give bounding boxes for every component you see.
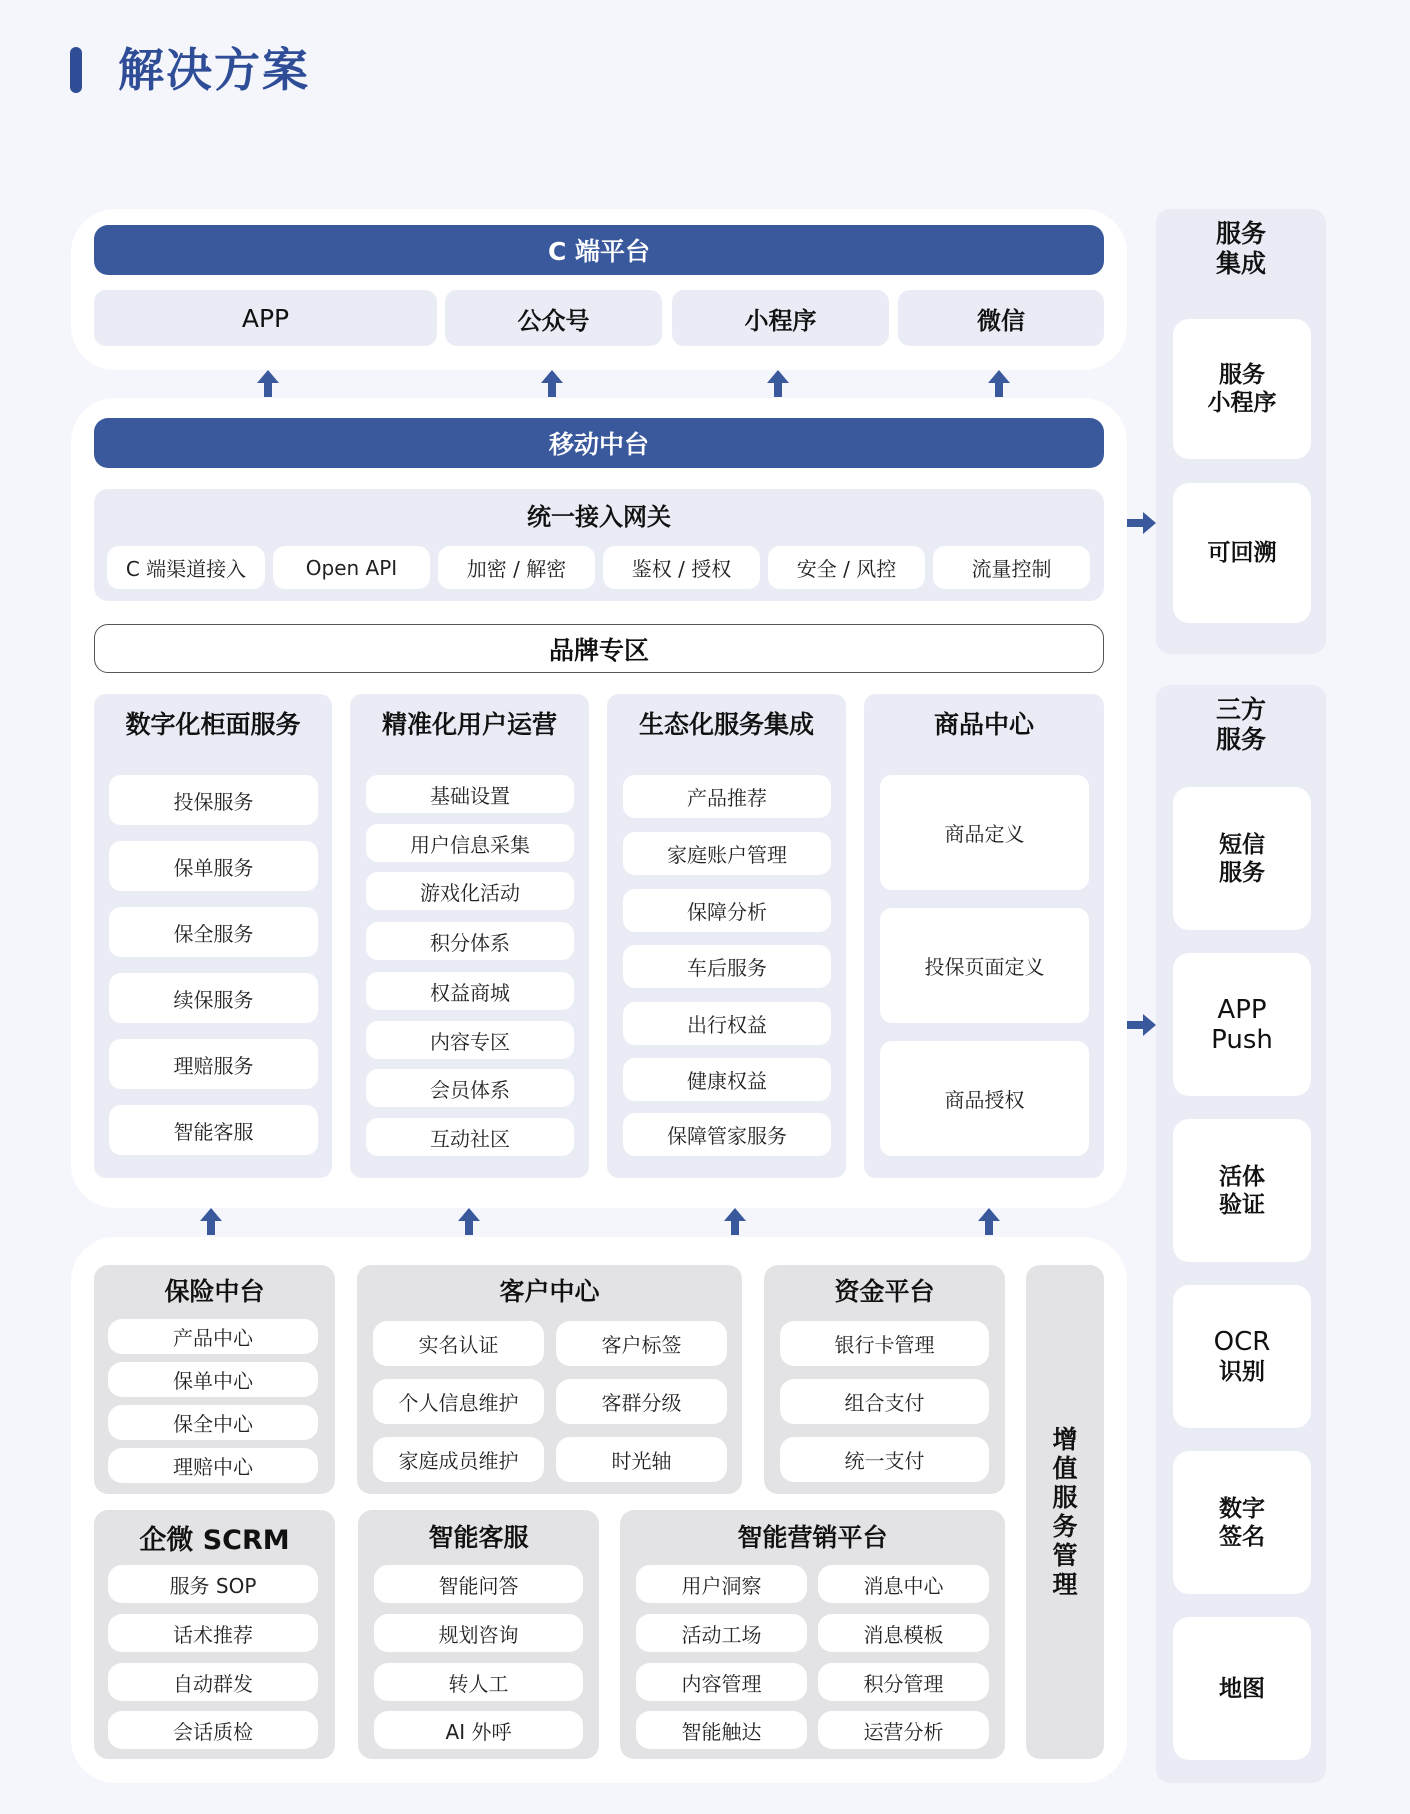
service-integration-title: 服务 集成 [1215,219,1266,278]
column-item: 互动社区 [366,1118,574,1156]
marketing-item: 智能触达 [636,1711,807,1749]
third-party-card-ocr: OCR 识别 [1173,1285,1311,1428]
column-item: 商品定义 [880,775,1089,890]
column-item: 投保服务 [109,775,318,825]
scrm-title: 企微 SCRM [139,1525,290,1556]
customer-item: 实名认证 [373,1321,544,1366]
column-item: 产品推荐 [623,775,831,818]
column-item: 游戏化活动 [366,872,574,910]
column-item: 健康权益 [623,1058,831,1101]
column-item: 保障分析 [623,889,831,932]
scrm-item: 会话质检 [108,1711,318,1749]
gateway-item: C 端渠道接入 [107,546,265,589]
marketing-platform-title: 智能营销平台 [737,1523,888,1552]
arrow-up-icon [256,370,280,398]
arrow-up-icon [977,1208,1001,1236]
arrow-up-icon [723,1208,747,1236]
gateway-item: Open API [273,546,430,589]
channel-official-account: 公众号 [445,290,662,346]
column-item: 会员体系 [366,1069,574,1107]
value-added-services-title: 增 值 服 务 管 理 [1052,1425,1078,1599]
service-card-traceable: 可回溯 [1173,483,1311,623]
customer-center-title: 客户中心 [499,1277,600,1306]
funds-platform-title: 资金平台 [834,1277,935,1306]
column-item: 商品授权 [880,1041,1089,1156]
column-title: 生态化服务集成 [638,710,814,739]
smart-service-item: 规划咨询 [374,1614,583,1652]
arrow-right-icon [1127,512,1157,534]
column-item: 保障管家服务 [623,1113,831,1156]
channel-wechat: 微信 [898,290,1104,346]
column-item: 投保页面定义 [880,908,1089,1023]
smart-service-item: 智能问答 [374,1565,583,1603]
gateway-title: 统一接入网关 [527,503,671,531]
funds-item: 统一支付 [780,1437,989,1482]
title-accent-bar [70,47,82,93]
third-party-card-map: 地图 [1173,1617,1311,1760]
mobile-platform-header: 移动中台 [94,418,1104,468]
marketing-item: 运营分析 [818,1711,989,1749]
arrow-up-icon [199,1208,223,1236]
column-title: 精准化用户运营 [381,710,557,739]
scrm-item: 自动群发 [108,1663,318,1701]
funds-item: 组合支付 [780,1379,989,1424]
arrow-up-icon [457,1208,481,1236]
insurance-item: 产品中心 [108,1319,318,1354]
smart-service-title: 智能客服 [428,1523,529,1552]
column-item: 智能客服 [109,1105,318,1155]
brand-zone: 品牌专区 [94,624,1104,673]
column-item: 权益商城 [366,972,574,1010]
column-item: 用户信息采集 [366,824,574,862]
third-party-card-sms: 短信 服务 [1173,787,1311,930]
page-title: 解决方案 [118,43,310,97]
customer-item: 家庭成员维护 [373,1437,544,1482]
channel-mini-program: 小程序 [672,290,889,346]
column-item: 车后服务 [623,945,831,988]
third-party-title: 三方 服务 [1215,695,1266,754]
insurance-platform-title: 保险中台 [164,1277,265,1306]
smart-service-item: 转人工 [374,1663,583,1701]
marketing-item: 活动工场 [636,1614,807,1652]
smart-service-item: AI 外呼 [374,1711,583,1749]
customer-item: 个人信息维护 [373,1379,544,1424]
third-party-card-app-push: APP Push [1173,953,1311,1096]
marketing-item: 消息模板 [818,1614,989,1652]
insurance-item: 理赔中心 [108,1448,318,1483]
gateway-item: 鉴权 / 授权 [603,546,760,589]
column-title: 商品中心 [933,710,1034,739]
column-item: 保单服务 [109,841,318,891]
scrm-item: 话术推荐 [108,1614,318,1652]
insurance-item: 保全中心 [108,1405,318,1440]
third-party-card-digital-signature: 数字 签名 [1173,1451,1311,1594]
column-title: 数字化柜面服务 [125,710,301,739]
marketing-item: 内容管理 [636,1663,807,1701]
column-item: 理赔服务 [109,1039,318,1089]
arrow-right-icon [1127,1014,1157,1036]
customer-item: 时光轴 [556,1437,727,1482]
scrm-item: 服务 SOP [108,1565,318,1603]
customer-item: 客群分级 [556,1379,727,1424]
marketing-item: 用户洞察 [636,1565,807,1603]
column-item: 出行权益 [623,1002,831,1045]
column-item: 内容专区 [366,1021,574,1059]
gateway-item: 安全 / 风控 [768,546,925,589]
column-item: 家庭账户管理 [623,832,831,875]
column-item: 保全服务 [109,907,318,957]
c-platform-header: C 端平台 [94,225,1104,275]
arrow-up-icon [540,370,564,398]
funds-item: 银行卡管理 [780,1321,989,1366]
gateway-item: 加密 / 解密 [438,546,595,589]
service-card-mini-program: 服务 小程序 [1173,319,1311,459]
customer-item: 客户标签 [556,1321,727,1366]
column-item: 积分体系 [366,922,574,960]
marketing-item: 积分管理 [818,1663,989,1701]
column-ecosystem-services [607,694,846,1178]
insurance-item: 保单中心 [108,1362,318,1397]
column-item: 基础设置 [366,775,574,813]
column-item: 续保服务 [109,973,318,1023]
arrow-up-icon [987,370,1011,398]
third-party-card-liveness: 活体 验证 [1173,1119,1311,1262]
arrow-up-icon [766,370,790,398]
channel-app: APP [94,290,437,346]
gateway-item: 流量控制 [933,546,1090,589]
marketing-item: 消息中心 [818,1565,989,1603]
